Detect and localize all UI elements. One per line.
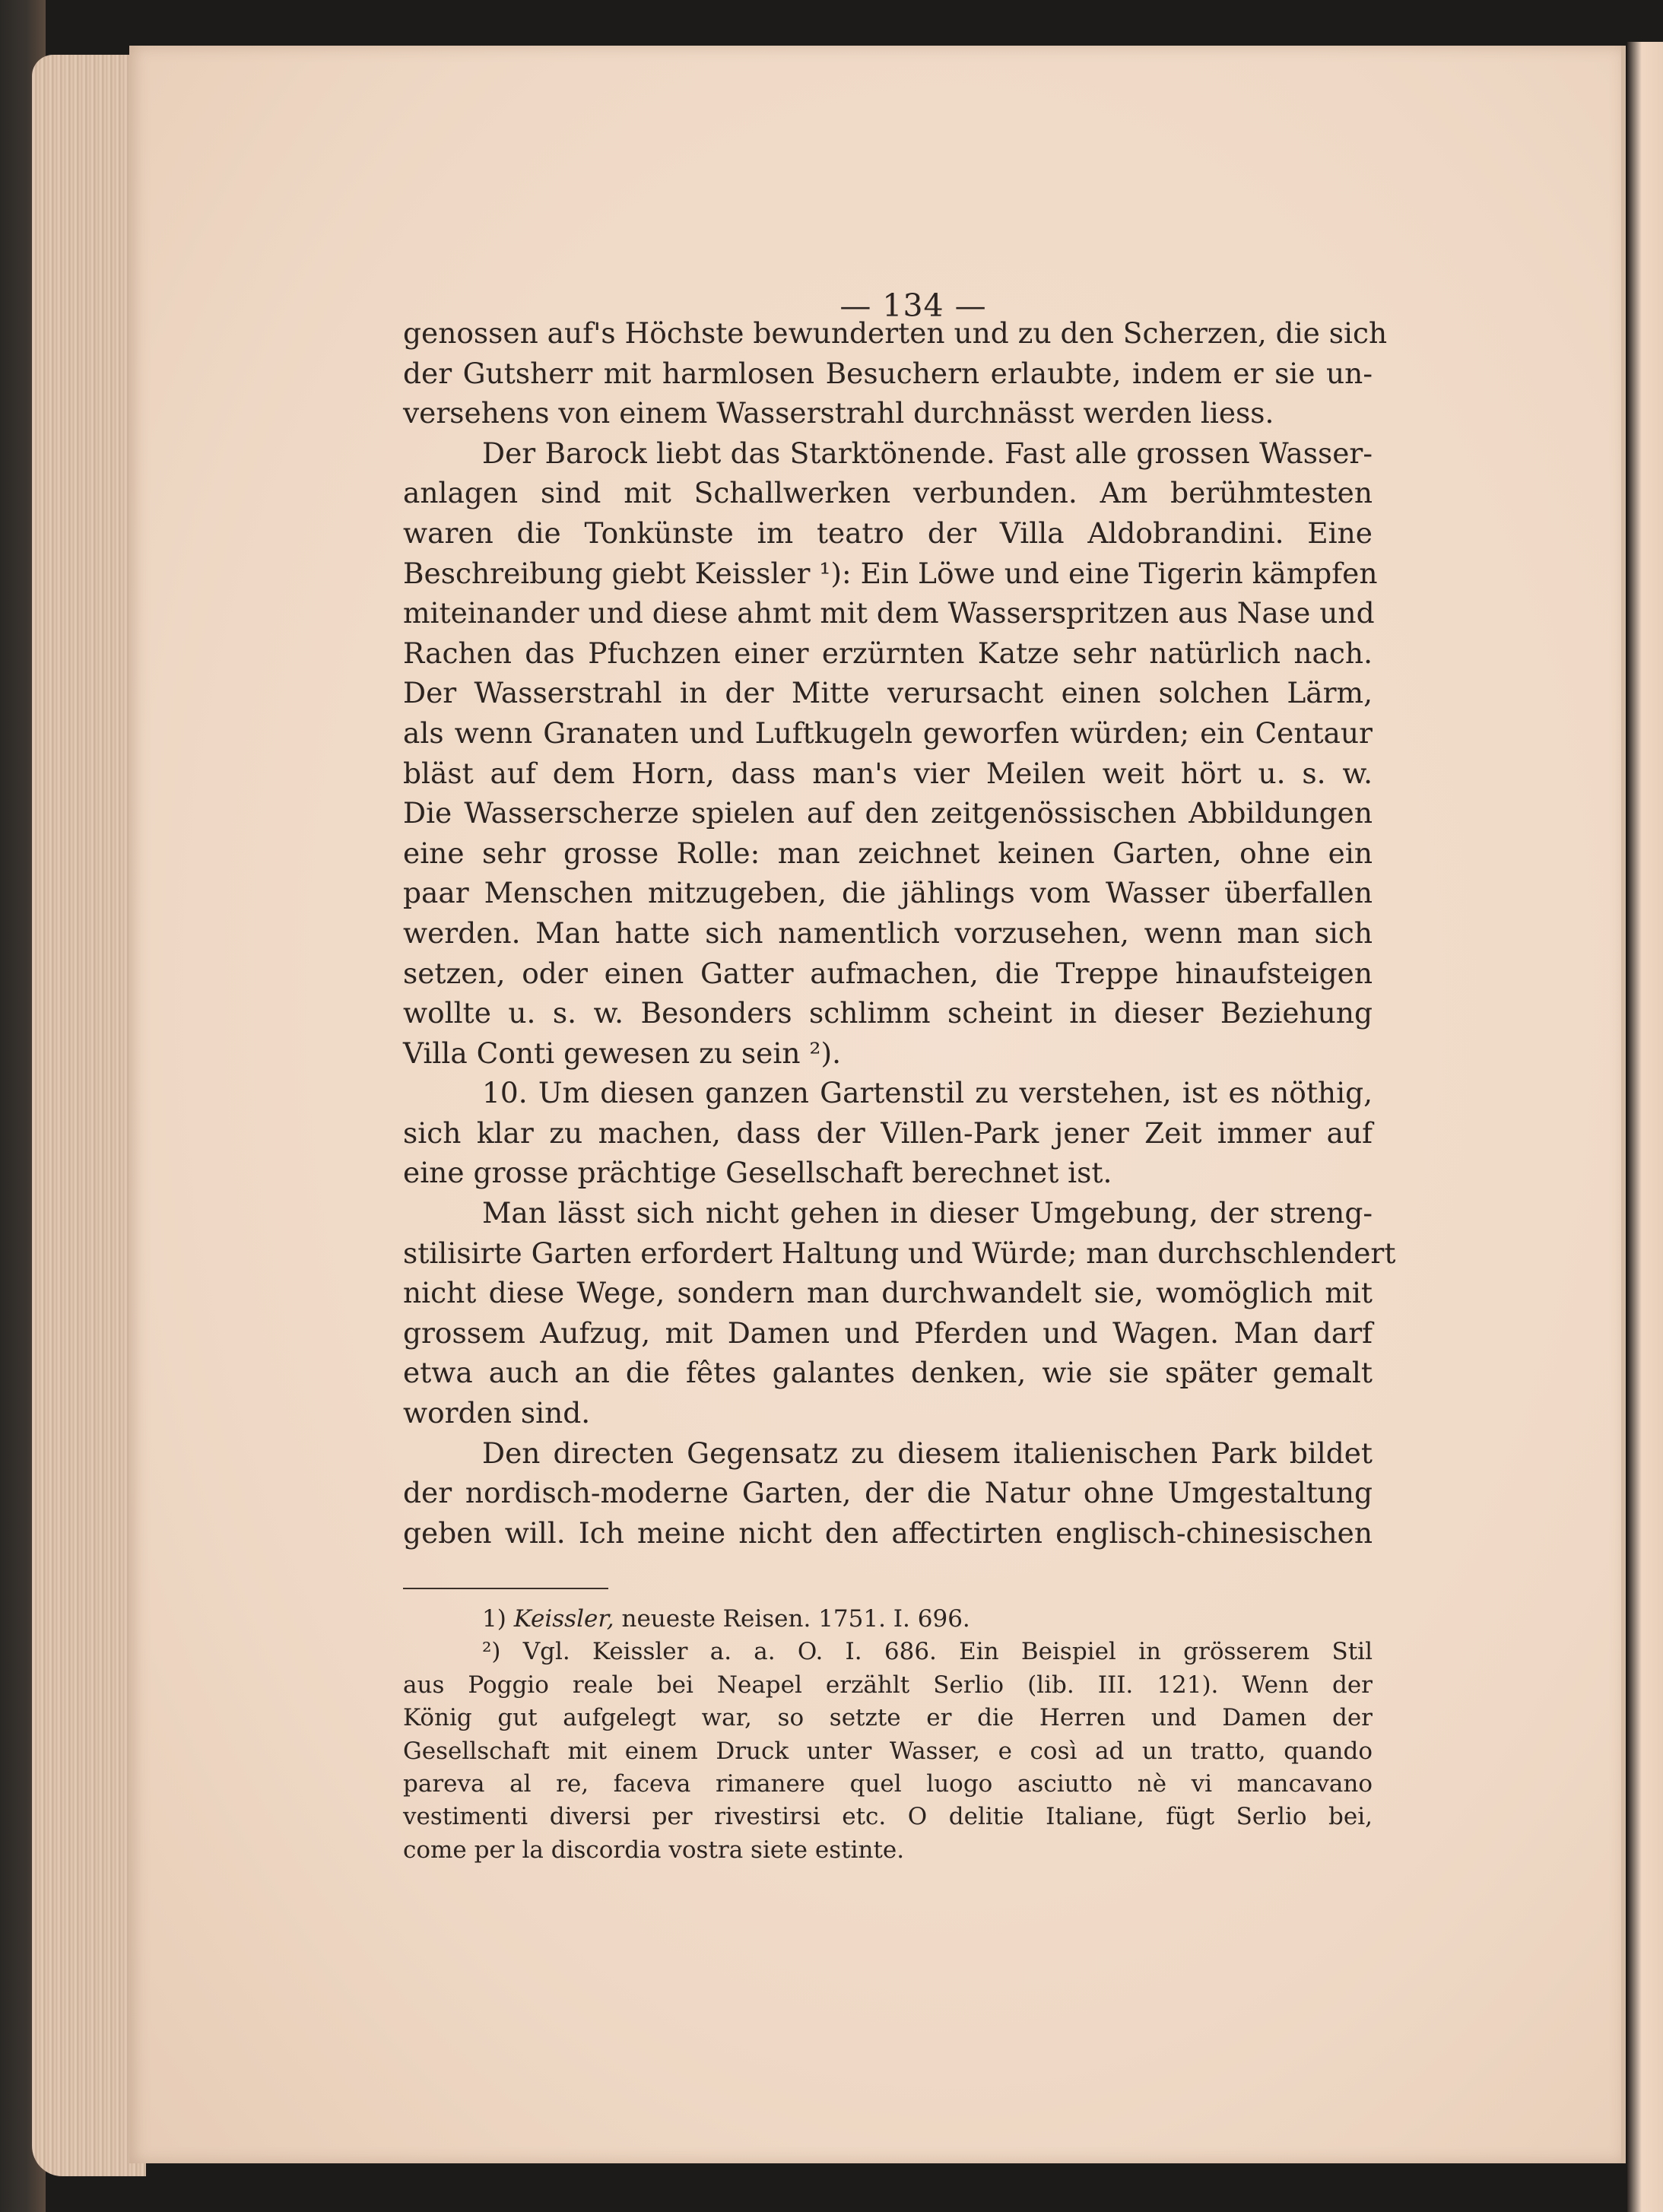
- text-line: stilisirte Garten erfordert Haltung und Würde; man durchschlendert: [403, 1236, 1396, 1270]
- body-text: [403, 313, 1396, 1553]
- text-line: nicht diese Wege, sondern man durchwandelt sie, womöglich mit: [403, 1276, 1373, 1310]
- text-line: Den directen Gegensatz zu diesem italienischen Park bildet: [482, 1436, 1373, 1470]
- text-line: geben will. Ich meine nicht den affectirten englisch-chinesischen: [403, 1515, 1373, 1550]
- footnote-1-author: Keissler,: [513, 1605, 614, 1633]
- text-line: als wenn Granaten und Luftkugeln geworfen würden; ein Centaur: [403, 716, 1373, 750]
- text-line: eine grosse prächtige Gesellschaft berechnet ist.: [403, 1156, 1112, 1190]
- page-number: — 134 —: [839, 287, 987, 324]
- text-line: miteinander und diese ahmt mit dem Wasserspritzen aus Nase und: [403, 596, 1375, 630]
- text-line: der Gutsherr mit harmlosen Besuchern erlaubte, indem er sie un-: [403, 356, 1373, 390]
- next-page-edge: [1627, 42, 1663, 2212]
- footnote-1-text: neueste Reisen. 1751. I. 696.: [614, 1605, 970, 1633]
- footnote-1-marker: 1): [482, 1605, 506, 1633]
- text-line: paar Menschen mitzugeben, die jählings vom Wasser überfallen: [403, 876, 1373, 910]
- footnote-2-line: vestimenti diversi per rivestirsi etc. O delitie Italiane, fügt Serlio bei,: [403, 1803, 1373, 1831]
- footnote-separator: [403, 1588, 608, 1589]
- footnote-2-line: aus Poggio reale bei Neapel erzählt Serlio (lib. III. 121). Wenn der: [403, 1671, 1373, 1699]
- footnote-1: [403, 1603, 1373, 1636]
- text-line: Villa Conti gewesen zu sein ²).: [403, 1036, 841, 1070]
- text-line: bläst auf dem Horn, dass man's vier Meilen weit hört u. s. w.: [403, 756, 1373, 790]
- text-line: eine sehr grosse Rolle: man zeichnet keinen Garten, ohne ein: [403, 836, 1373, 870]
- text-line: sich klar zu machen, dass der Villen-Park jener Zeit immer auf: [403, 1116, 1373, 1150]
- text-line: waren die Tonkünste im teatro der Villa Aldobrandini. Eine: [403, 516, 1373, 550]
- text-line: genossen auf's Höchste bewunderten und zu den Scherzen, die sich: [403, 316, 1388, 350]
- text-line: Die Wasserscherze spielen auf den zeitgenössischen Abbildungen: [403, 796, 1373, 830]
- footnote-2-line: König gut aufgelegt war, so setzte er die Herren und Damen der: [403, 1704, 1373, 1732]
- text-line: Der Barock liebt das Starktönende. Fast alle grossen Wasser-: [482, 436, 1373, 470]
- footnote-2-line: ²) Vgl. Keissler a. a. O. I. 686. Ein Beispiel in grösserem Stil: [482, 1638, 1373, 1666]
- text-line: Man lässt sich nicht gehen in dieser Umgebung, der streng-: [482, 1196, 1373, 1230]
- text-line: etwa auch an die fêtes galantes denken, wie sie später gemalt: [403, 1356, 1373, 1390]
- text-line: werden. Man hatte sich namentlich vorzusehen, wenn man sich: [403, 916, 1373, 950]
- text-line: worden sind.: [403, 1396, 591, 1430]
- text-line: grossem Aufzug, mit Damen und Pferden und Wagen. Man darf: [403, 1315, 1373, 1350]
- text-line: Rachen das Pfuchzen einer erzürnten Katze sehr natürlich nach.: [403, 636, 1373, 670]
- text-line: wollte u. s. w. Besonders schlimm scheint in dieser Beziehung: [403, 996, 1373, 1030]
- footnote-2-line: come per la discordia vostra siete estinte.: [403, 1836, 905, 1864]
- footnote-2-line: Gesellschaft mit einem Druck unter Wasser, e così ad un tratto, quando: [403, 1737, 1373, 1765]
- text-line: 10. Um diesen ganzen Gartenstil zu verstehen, ist es nöthig,: [482, 1076, 1373, 1110]
- footnotes: [403, 1603, 1373, 1867]
- text-line: Beschreibung giebt Keissler ¹): Ein Löwe und eine Tigerin kämpfen: [403, 556, 1378, 590]
- text-line: setzen, oder einen Gatter aufmachen, die Treppe hinaufsteigen: [403, 956, 1373, 990]
- text-line: versehens von einem Wasserstrahl durchnässt werden liess.: [403, 396, 1274, 430]
- text-line: anlagen sind mit Schallwerken verbunden. Am berühmtesten: [403, 476, 1373, 510]
- text-line: Der Wasserstrahl in der Mitte verursacht einen solchen Lärm,: [403, 676, 1373, 710]
- text-line: der nordisch-moderne Garten, der die Natur ohne Umgestaltung: [403, 1476, 1373, 1510]
- footnote-2-line: pareva al re, faceva rimanere quel luogo asciutto nè vi mancavano: [403, 1769, 1373, 1798]
